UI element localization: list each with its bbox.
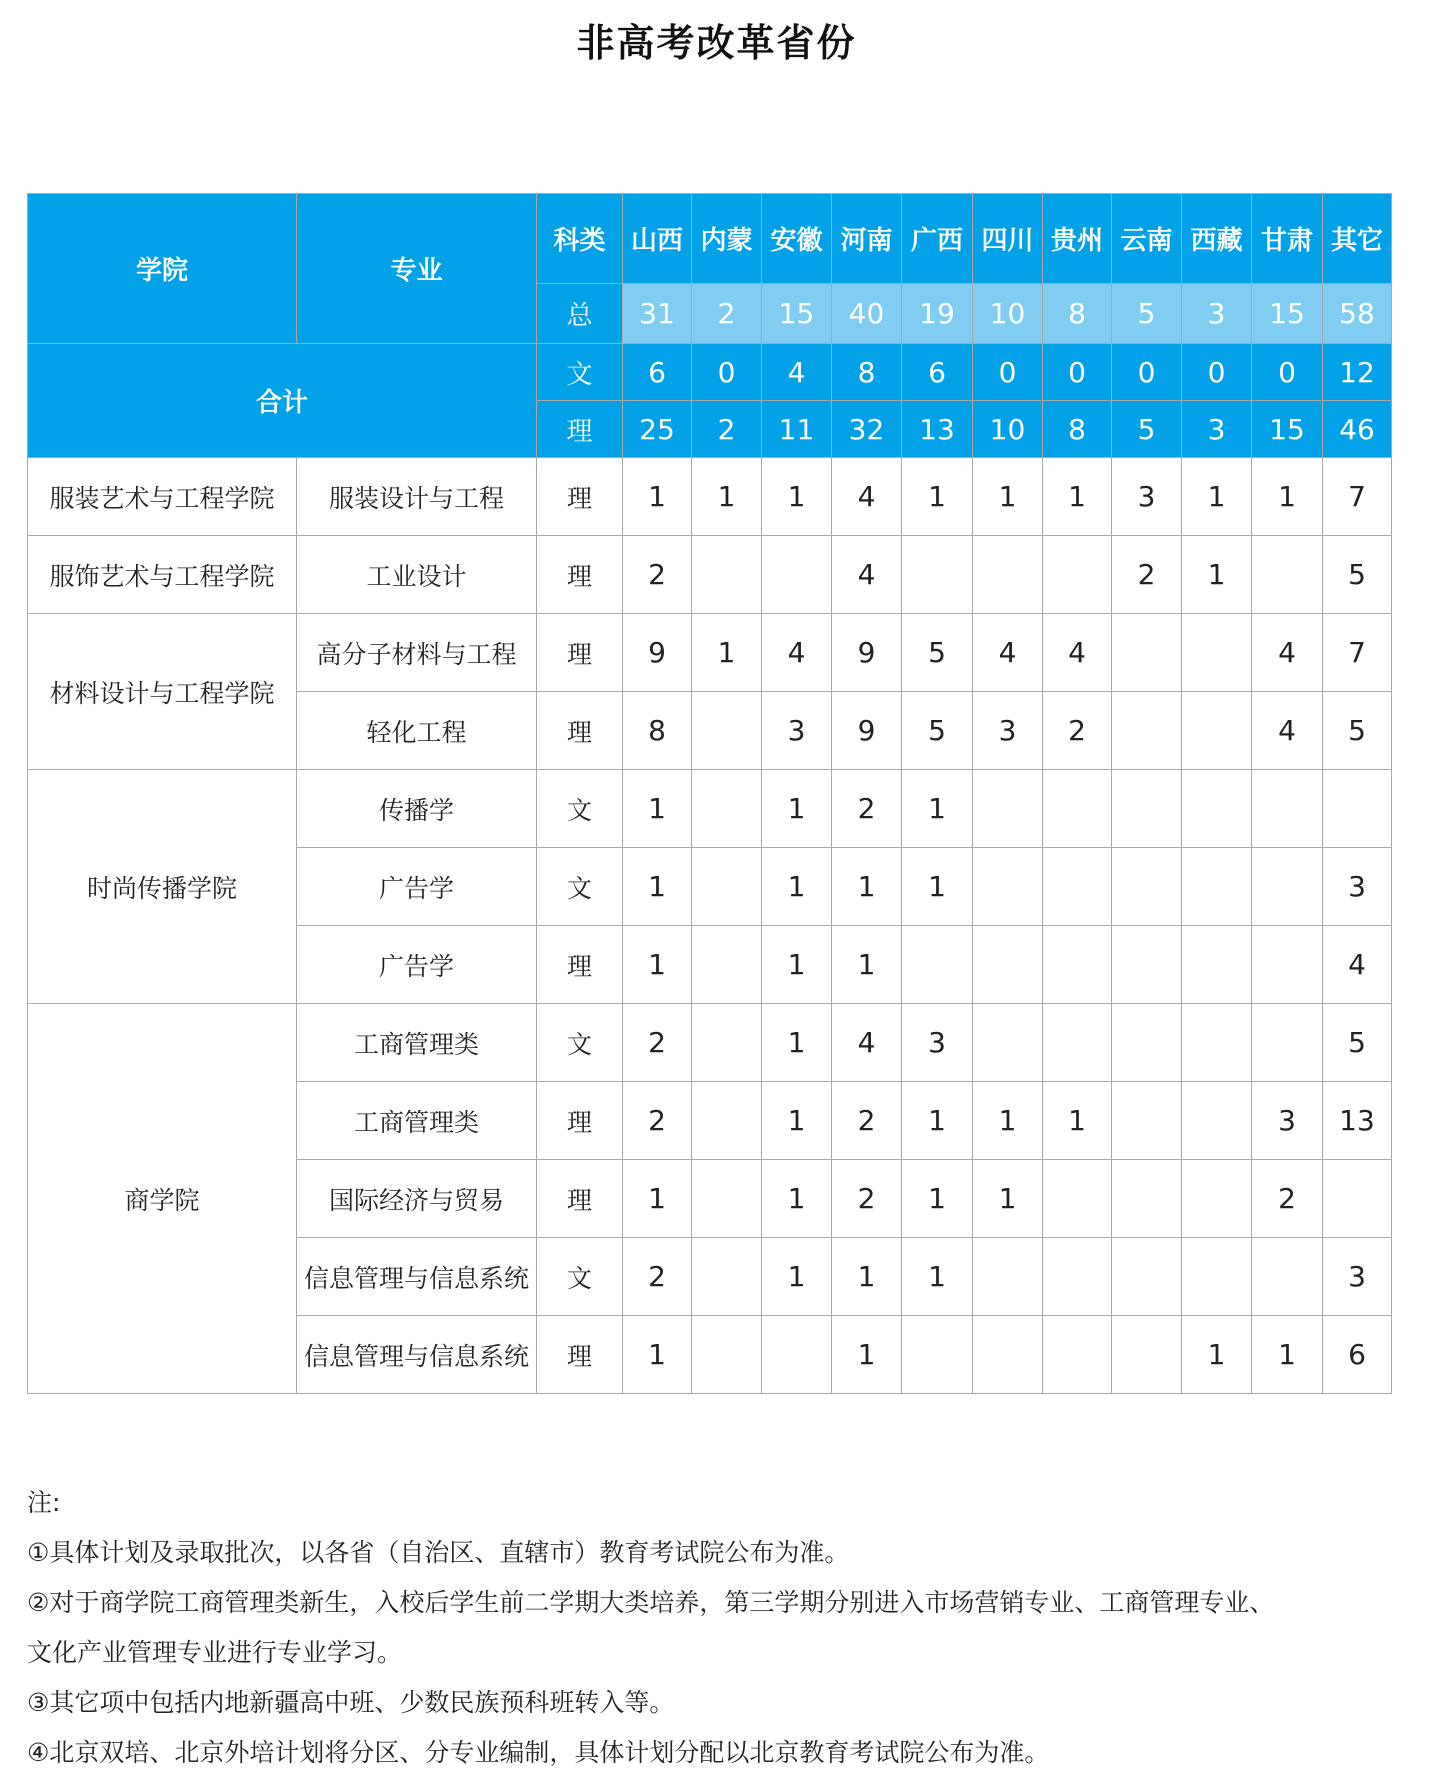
category-cell: 理 <box>537 1160 623 1238</box>
enrollment-plan-table <box>27 193 1392 1394</box>
college-cell: 时尚传播学院 <box>28 770 297 1004</box>
quota-cell: 4 <box>1252 692 1323 770</box>
province-header: 河南 <box>832 194 902 284</box>
quota-cell: 1 <box>692 614 762 692</box>
notes-section <box>27 1478 1407 1778</box>
category-cell: 文 <box>537 848 623 926</box>
quota-cell <box>1252 848 1323 926</box>
major-cell: 工商管理类 <box>297 1004 537 1082</box>
quota-cell: 4 <box>762 614 832 692</box>
quota-cell <box>973 770 1043 848</box>
quota-cell <box>1182 692 1252 770</box>
category-cell: 理 <box>537 536 623 614</box>
major-cell: 广告学 <box>297 848 537 926</box>
category-cell: 理 <box>537 1082 623 1160</box>
quota-cell <box>973 848 1043 926</box>
quota-cell: 2 <box>832 1160 902 1238</box>
summary-cell: 8 <box>1043 401 1112 458</box>
category-cell: 理 <box>537 1316 623 1394</box>
quota-cell: 1 <box>762 1082 832 1160</box>
province-header: 甘肃 <box>1252 194 1323 284</box>
quota-cell <box>1252 770 1323 848</box>
major-cell: 轻化工程 <box>297 692 537 770</box>
major-cell: 传播学 <box>297 770 537 848</box>
quota-cell <box>1182 770 1252 848</box>
quota-cell: 1 <box>1252 458 1323 536</box>
quota-cell <box>973 926 1043 1004</box>
quota-cell <box>1112 1082 1182 1160</box>
quota-cell: 9 <box>832 614 902 692</box>
quota-cell: 1 <box>623 1160 692 1238</box>
quota-cell <box>692 1238 762 1316</box>
summary-cell: 13 <box>902 401 973 458</box>
quota-cell: 1 <box>692 458 762 536</box>
summary-cell: 0 <box>973 344 1043 401</box>
college-header: 学院 <box>28 194 297 344</box>
quota-cell: 1 <box>623 458 692 536</box>
college-cell: 商学院 <box>28 1004 297 1394</box>
province-header: 云南 <box>1112 194 1182 284</box>
category-cell: 文 <box>537 1004 623 1082</box>
quota-cell <box>1043 1004 1112 1082</box>
college-cell: 服饰艺术与工程学院 <box>28 536 297 614</box>
major-cell: 工商管理类 <box>297 1082 537 1160</box>
summary-cell: 3 <box>1182 401 1252 458</box>
quota-cell: 1 <box>832 1238 902 1316</box>
quota-cell <box>973 1004 1043 1082</box>
quota-cell: 1 <box>832 1316 902 1394</box>
total-label: 总 <box>537 284 623 344</box>
quota-cell: 5 <box>1323 692 1392 770</box>
quota-cell <box>1252 536 1323 614</box>
quota-cell <box>1112 692 1182 770</box>
quota-cell <box>1252 926 1323 1004</box>
quota-cell <box>692 692 762 770</box>
quota-cell: 1 <box>902 1238 973 1316</box>
quota-cell <box>1182 848 1252 926</box>
province-header: 广西 <box>902 194 973 284</box>
total-cell: 15 <box>1252 284 1323 344</box>
summary-wen-label: 文 <box>537 344 623 401</box>
college-cell: 服装艺术与工程学院 <box>28 458 297 536</box>
quota-cell: 1 <box>762 926 832 1004</box>
category-cell: 文 <box>537 770 623 848</box>
quota-cell: 2 <box>623 536 692 614</box>
total-cell: 19 <box>902 284 973 344</box>
quota-cell <box>1043 1316 1112 1394</box>
quota-cell <box>1112 848 1182 926</box>
province-header: 贵州 <box>1043 194 1112 284</box>
province-header: 四川 <box>973 194 1043 284</box>
quota-cell: 1 <box>762 770 832 848</box>
quota-cell: 1 <box>1182 536 1252 614</box>
header-row <box>28 194 1392 284</box>
summary-cell: 25 <box>623 401 692 458</box>
quota-cell <box>1182 1082 1252 1160</box>
page-title: 非高考改革省份 <box>576 21 857 65</box>
quota-cell <box>1182 926 1252 1004</box>
major-cell: 工业设计 <box>297 536 537 614</box>
quota-cell: 1 <box>762 1238 832 1316</box>
quota-cell <box>1043 926 1112 1004</box>
quota-cell <box>1182 1238 1252 1316</box>
quota-cell: 9 <box>623 614 692 692</box>
quota-cell: 1 <box>902 458 973 536</box>
quota-cell <box>692 1082 762 1160</box>
quota-cell: 2 <box>1043 692 1112 770</box>
quota-cell: 2 <box>1252 1160 1323 1238</box>
quota-cell <box>1112 926 1182 1004</box>
quota-cell: 4 <box>1323 926 1392 1004</box>
quota-cell <box>1112 614 1182 692</box>
quota-cell: 4 <box>1043 614 1112 692</box>
major-cell: 广告学 <box>297 926 537 1004</box>
quota-cell: 1 <box>762 1160 832 1238</box>
quota-cell: 1 <box>1182 458 1252 536</box>
province-header: 内蒙 <box>692 194 762 284</box>
total-cell: 40 <box>832 284 902 344</box>
category-cell: 理 <box>537 458 623 536</box>
total-cell: 31 <box>623 284 692 344</box>
quota-cell: 7 <box>1323 458 1392 536</box>
quota-cell: 5 <box>902 692 973 770</box>
quota-cell: 2 <box>623 1004 692 1082</box>
quota-cell: 3 <box>902 1004 973 1082</box>
summary-cell: 11 <box>762 401 832 458</box>
note-line: ④北京双培、北京外培计划将分区、分专业编制，具体计划分配以北京教育考试院公布为准。 <box>27 1738 1050 1767</box>
quota-cell: 1 <box>902 1082 973 1160</box>
major-cell: 高分子材料与工程 <box>297 614 537 692</box>
quota-cell: 3 <box>1112 458 1182 536</box>
quota-cell: 1 <box>623 926 692 1004</box>
category-cell: 理 <box>537 926 623 1004</box>
table-row <box>28 1004 1392 1082</box>
category-cell: 理 <box>537 692 623 770</box>
quota-cell: 1 <box>623 770 692 848</box>
quota-cell: 1 <box>762 1004 832 1082</box>
quota-cell: 3 <box>973 692 1043 770</box>
quota-cell: 6 <box>1323 1316 1392 1394</box>
summary-cell: 0 <box>1112 344 1182 401</box>
quota-cell <box>1182 614 1252 692</box>
table-row <box>28 614 1392 692</box>
quota-cell <box>1112 1316 1182 1394</box>
quota-cell <box>1043 536 1112 614</box>
summary-cell: 0 <box>1043 344 1112 401</box>
quota-cell <box>1323 1160 1392 1238</box>
quota-cell <box>1323 770 1392 848</box>
total-cell: 5 <box>1112 284 1182 344</box>
quota-cell: 3 <box>762 692 832 770</box>
major-cell: 服装设计与工程 <box>297 458 537 536</box>
total-cell: 8 <box>1043 284 1112 344</box>
quota-cell <box>1043 848 1112 926</box>
quota-cell: 4 <box>973 614 1043 692</box>
notes-heading: 注: <box>27 1488 61 1517</box>
quota-cell <box>762 1316 832 1394</box>
category-cell: 理 <box>537 614 623 692</box>
quota-cell <box>692 848 762 926</box>
quota-cell: 1 <box>1043 458 1112 536</box>
summary-cell: 10 <box>973 401 1043 458</box>
quota-cell <box>973 1238 1043 1316</box>
quota-cell: 9 <box>832 692 902 770</box>
summary-wen-row <box>28 344 1392 401</box>
quota-cell: 1 <box>973 1160 1043 1238</box>
quota-cell: 1 <box>832 848 902 926</box>
quota-cell <box>1112 770 1182 848</box>
summary-label: 合计 <box>28 344 537 458</box>
quota-cell <box>692 926 762 1004</box>
summary-cell: 4 <box>762 344 832 401</box>
quota-cell: 4 <box>832 536 902 614</box>
table-row <box>28 536 1392 614</box>
category-header: 科类 <box>537 194 623 284</box>
quota-cell <box>692 536 762 614</box>
quota-cell: 4 <box>1252 614 1323 692</box>
quota-cell <box>692 1316 762 1394</box>
quota-cell <box>1043 1238 1112 1316</box>
summary-cell: 2 <box>692 401 762 458</box>
quota-cell <box>1182 1004 1252 1082</box>
quota-cell <box>1112 1238 1182 1316</box>
note-line: ②对于商学院工商管理类新生，入校后学生前二学期大类培养，第三学期分别进入市场营销专业、工商管理专业、 <box>27 1588 1275 1617</box>
note-line: ①具体计划及录取批次，以各省（自治区、直辖市）教育考试院公布为准。 <box>27 1538 850 1567</box>
quota-cell: 1 <box>832 926 902 1004</box>
quota-cell: 1 <box>902 848 973 926</box>
quota-cell <box>1112 1160 1182 1238</box>
total-cell: 2 <box>692 284 762 344</box>
major-header: 专业 <box>297 194 537 344</box>
province-header: 西藏 <box>1182 194 1252 284</box>
summary-cell: 0 <box>692 344 762 401</box>
quota-cell <box>692 770 762 848</box>
quota-cell: 1 <box>623 1316 692 1394</box>
major-cell: 信息管理与信息系统 <box>297 1316 537 1394</box>
province-header: 山西 <box>623 194 692 284</box>
quota-cell <box>902 1316 973 1394</box>
quota-cell: 1 <box>762 848 832 926</box>
note-line: ③其它项中包括内地新疆高中班、少数民族预科班转入等。 <box>27 1688 675 1717</box>
quota-cell <box>1182 1160 1252 1238</box>
summary-cell: 0 <box>1182 344 1252 401</box>
quota-cell: 13 <box>1323 1082 1392 1160</box>
quota-cell: 5 <box>1323 1004 1392 1082</box>
quota-cell <box>1043 770 1112 848</box>
quota-cell <box>762 536 832 614</box>
quota-cell <box>1043 1160 1112 1238</box>
summary-cell: 8 <box>832 344 902 401</box>
quota-cell: 1 <box>1182 1316 1252 1394</box>
quota-cell: 2 <box>1112 536 1182 614</box>
quota-cell: 2 <box>832 770 902 848</box>
quota-cell: 1 <box>762 458 832 536</box>
quota-cell: 8 <box>623 692 692 770</box>
quota-cell <box>692 1004 762 1082</box>
province-header: 其它 <box>1323 194 1392 284</box>
quota-cell: 1 <box>623 848 692 926</box>
quota-cell: 1 <box>902 770 973 848</box>
quota-cell: 1 <box>973 458 1043 536</box>
quota-cell <box>902 536 973 614</box>
quota-cell: 1 <box>1252 1316 1323 1394</box>
summary-cell: 32 <box>832 401 902 458</box>
summary-cell: 6 <box>623 344 692 401</box>
quota-cell: 5 <box>902 614 973 692</box>
quota-cell: 1 <box>1043 1082 1112 1160</box>
summary-li-label: 理 <box>537 401 623 458</box>
table-row <box>28 458 1392 536</box>
quota-cell <box>1252 1238 1323 1316</box>
quota-cell: 4 <box>832 458 902 536</box>
summary-cell: 6 <box>902 344 973 401</box>
quota-cell <box>973 1316 1043 1394</box>
quota-cell: 2 <box>623 1238 692 1316</box>
quota-cell: 2 <box>832 1082 902 1160</box>
note-line: 文化产业管理专业进行专业学习。 <box>27 1638 403 1667</box>
total-cell: 3 <box>1182 284 1252 344</box>
quota-cell: 7 <box>1323 614 1392 692</box>
college-cell: 材料设计与工程学院 <box>28 614 297 770</box>
quota-cell <box>973 536 1043 614</box>
major-cell: 信息管理与信息系统 <box>297 1238 537 1316</box>
quota-cell: 2 <box>623 1082 692 1160</box>
quota-cell: 1 <box>973 1082 1043 1160</box>
province-header: 安徽 <box>762 194 832 284</box>
quota-cell <box>902 926 973 1004</box>
quota-cell: 3 <box>1323 848 1392 926</box>
total-cell: 15 <box>762 284 832 344</box>
total-cell: 10 <box>973 284 1043 344</box>
table-body <box>28 194 1392 1394</box>
quota-cell <box>692 1160 762 1238</box>
table-row <box>28 770 1392 848</box>
quota-cell: 1 <box>902 1160 973 1238</box>
quota-cell: 4 <box>832 1004 902 1082</box>
total-cell: 58 <box>1323 284 1392 344</box>
summary-cell: 0 <box>1252 344 1323 401</box>
major-cell: 国际经济与贸易 <box>297 1160 537 1238</box>
quota-cell <box>1252 1004 1323 1082</box>
quota-cell: 3 <box>1323 1238 1392 1316</box>
quota-cell: 3 <box>1252 1082 1323 1160</box>
summary-cell: 46 <box>1323 401 1392 458</box>
summary-cell: 15 <box>1252 401 1323 458</box>
category-cell: 文 <box>537 1238 623 1316</box>
summary-cell: 12 <box>1323 344 1392 401</box>
quota-cell: 5 <box>1323 536 1392 614</box>
summary-cell: 5 <box>1112 401 1182 458</box>
quota-cell <box>1112 1004 1182 1082</box>
